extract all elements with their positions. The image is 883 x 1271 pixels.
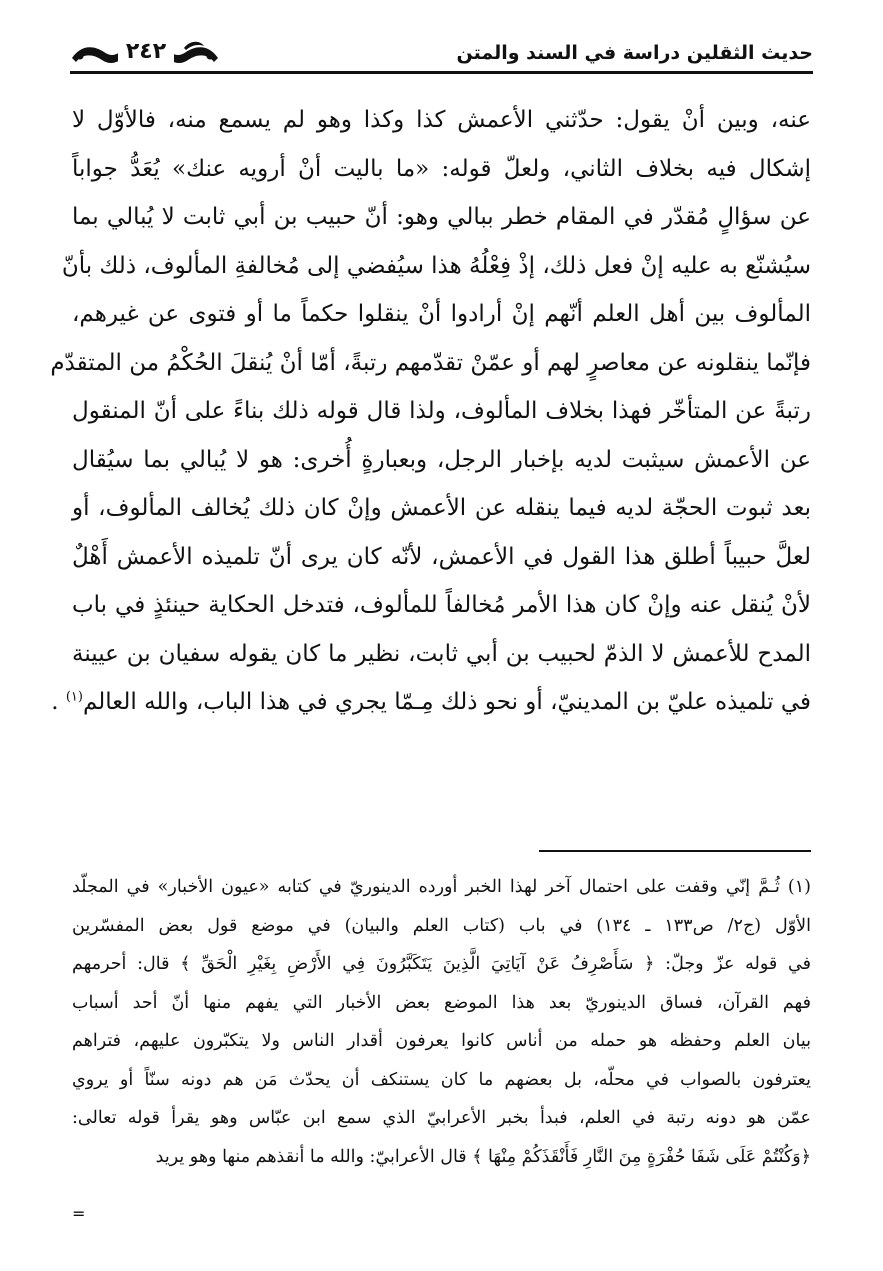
footnote-separator bbox=[539, 850, 811, 852]
running-title: حديث الثقلين دراسة في السند والمتن bbox=[456, 42, 813, 64]
footnotes bbox=[72, 868, 811, 1176]
footnote-line: الأوّل (ج٢/ ص١٣٣ ـ ١٣٤) في باب (كتاب العلم والبيان) في موضع قول بعض المفسّرين bbox=[72, 915, 811, 936]
footnote-line: في قوله عزّ وجلّ: ﴿ سَأَصْرِفُ عَنْ آيَاتِيَ الَّذِينَ يَتَكَبَّرُونَ فِي الأَرْضِ بِغَيْرِ الْحَقِّ ﴾ قال: أحرمهم bbox=[72, 954, 811, 974]
text-line: لأنْ يُنقل عنه وإنْ كان هذا الأمر مُخالفاً للمألوف، فتدخل الحكاية حينئذٍ في باب bbox=[72, 592, 811, 618]
text-line: عن الأعمش سيثبت لديه بإخبار الرجل، وبعبارةٍ أُخرى: هو لا يُبالي بما سيُقال bbox=[72, 446, 811, 473]
text-line: المدح للأعمش لا الذمّ لحبيب بن أبي ثابت، نظير ما كان يقوله سفيان بن عيينة bbox=[72, 640, 811, 667]
main-text bbox=[50, 96, 812, 727]
page-header bbox=[70, 30, 813, 74]
text-line: عنه، وبين أنْ يقول: حدّثني الأعمش كذا وكذا وهو لم يسمع منه، فالأوّل لا bbox=[72, 107, 811, 133]
continuation-mark: = bbox=[72, 1204, 86, 1223]
footnote-line: ﴿وَكُنْتُمْ عَلَى شَفَا حُفْرَةٍ مِنَ النَّارِ فَأَنْقَذَكُمْ مِنْهَا ﴾ قال الأعرابيّ: والله ما أنقذهم منها وهو يريد bbox=[155, 1146, 811, 1167]
text-line: المألوف بين أهل العلم أنّهم إنْ أرادوا أنْ ينقلوا حكماً ما أو فتوى عن غيرهم، bbox=[72, 301, 811, 327]
text-line: لعلَّ حبيباً أطلق هذا القول في الأعمش، لأنّه كان يرى أنّ تلميذه الأعمش أَهْلٌ bbox=[72, 543, 811, 570]
footnote-line: بيان العلم وحفظه هو حمله من أناس كانوا يعرفون أقدار الناس ولا يتكبّرون عليهم، فتراهم bbox=[72, 1031, 811, 1051]
header-rule bbox=[70, 71, 813, 74]
text-line: عن سؤالٍ مُقدّر في المقام خطر ببالي وهو: أنّ حبيب بن أبي ثابت لا يُبالي بما bbox=[72, 204, 811, 230]
footnote-line: يعترفون بالصواب في محلّه، بل بعضهم ما كان يستنكف أن يحدّث مَن هم دونه سنّاً أو يروي bbox=[72, 1069, 811, 1090]
text-line: فإنّما ينقلونه عن معاصرٍ لهم أو عمّنْ تقدّمهم رتبةً، أمّا أنْ يُنقلَ الحُكْمُ من المتقدّم bbox=[50, 349, 811, 376]
last-line-text: في تلميذه عليّ بن المدينيّ، أو نحو ذلك مِـمّا يجري في هذا الباب، والله العالم bbox=[82, 689, 811, 715]
text-line: إشكال فيه بخلاف الثاني، ولعلّ قوله: «ما باليت أنْ أرويه عنك» يُعَدُّ جواباً bbox=[72, 155, 811, 182]
footnote-reference[interactable]: (١) bbox=[65, 689, 83, 705]
footnote-line: (١) ثُـمَّ إنّي وقفت على احتمال آخر لهذا الخبر أورده الدينوريّ في كتابه «عيون الأخبار» في المجلّد bbox=[72, 877, 811, 897]
footnote-line: عمّن هو دونه رتبة في العلم، فبدأ بخبر الأعرابيّ الذي سمع ابن عبّاس وهو يقرأ قوله تعالى: bbox=[72, 1108, 811, 1128]
footnote-line: فهم القرآن، فساق الدينوريّ بعد هذا الموضع بعض الأخبار التي يفهم منها أنّ أحد أسباب bbox=[72, 992, 811, 1013]
page-number-ornament bbox=[70, 36, 220, 70]
page-number: ٢٤٢ bbox=[118, 38, 174, 66]
text-line: سيُشنّع به عليه إنْ فعل ذلك، إذْ فِعْلُهُ هذا سيُفضي إلى مُخالفةِ المألوف، ذلك بأنّ bbox=[61, 252, 811, 279]
text-line-last bbox=[51, 678, 811, 727]
text-line: بعد ثبوت الحجّة لديه فيما ينقله عن الأعمش وإنْ كان ذلك يُخالف المألوف، أو bbox=[72, 495, 812, 521]
end-punctuation: . bbox=[51, 689, 59, 715]
text-line: رتبةً عن المتأخّر فهذا بخلاف المألوف، ولذا قال قوله ذلك بناءً على أنّ المنقول bbox=[72, 398, 811, 424]
